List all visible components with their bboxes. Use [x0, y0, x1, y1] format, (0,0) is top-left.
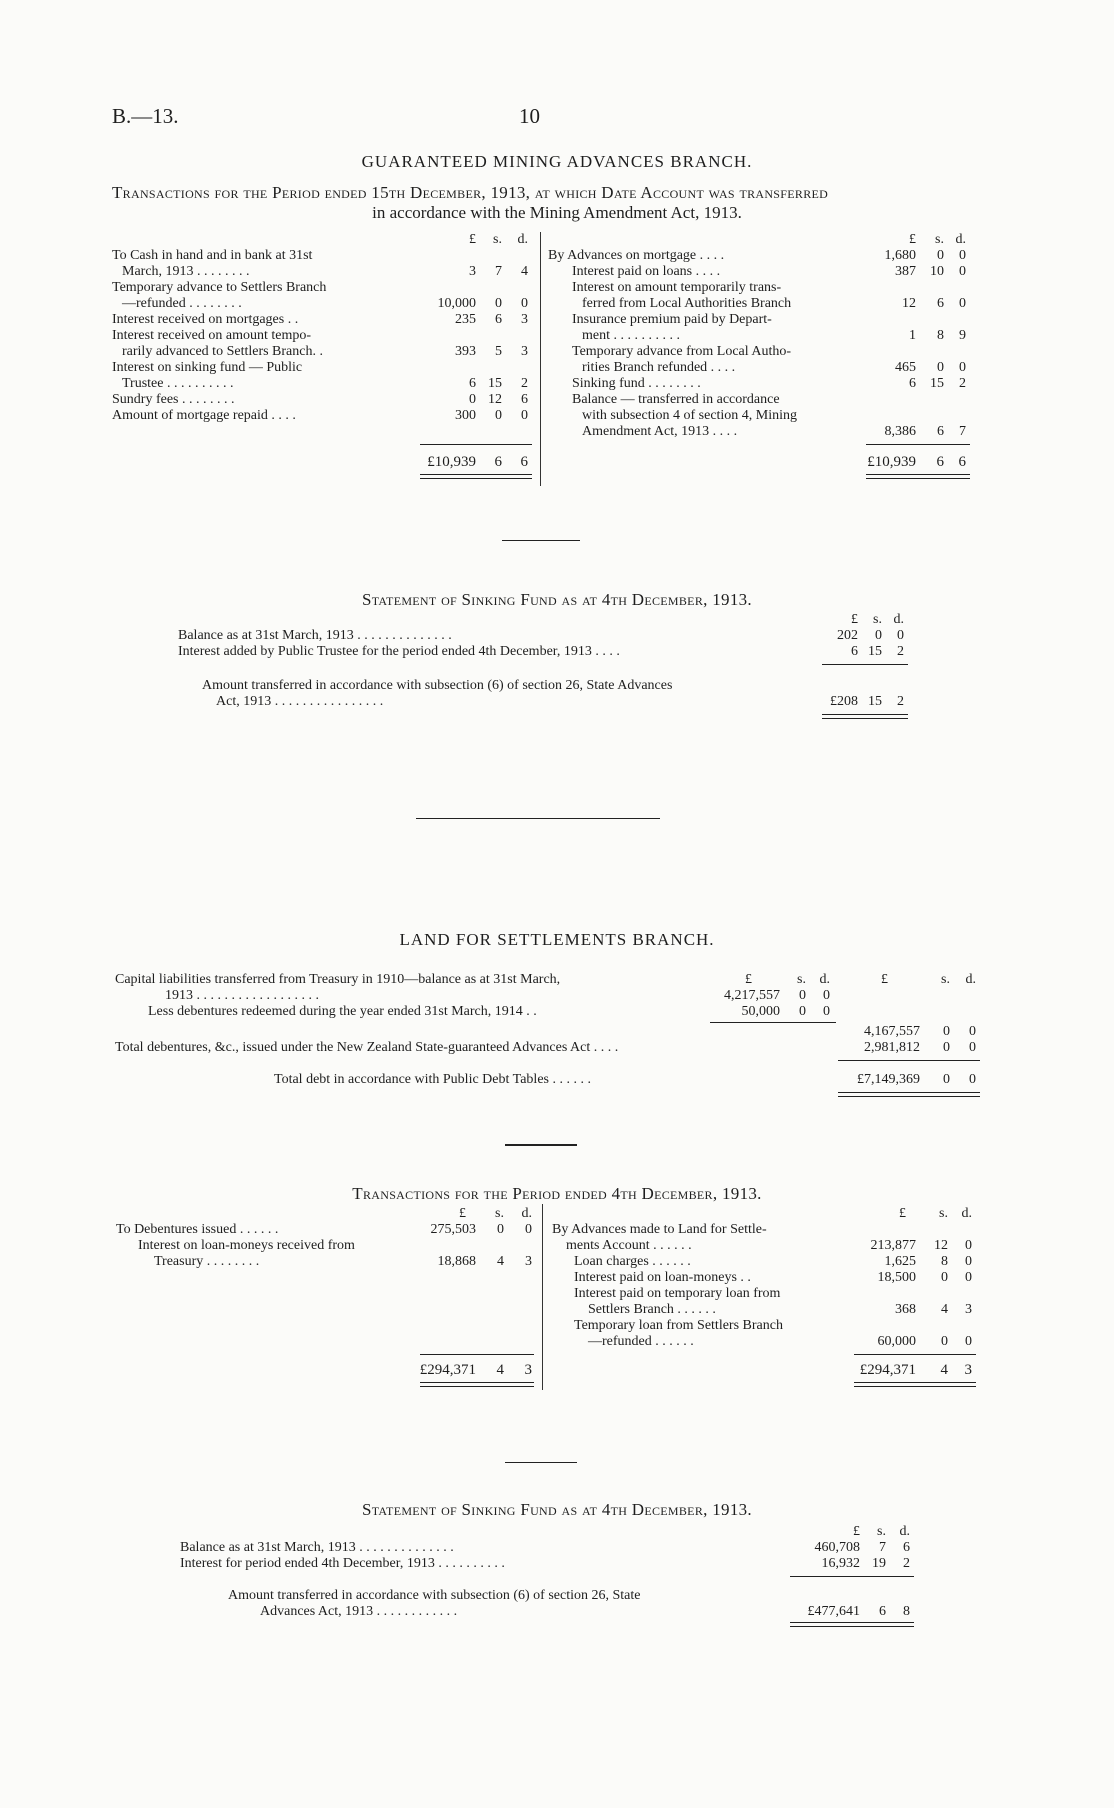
gmab-credit-row: Interest on amount temporarily trans- ferred from Local Authorities Branch	[572, 280, 792, 311]
tr2-credit-total-shillings: 4	[940, 1362, 948, 1378]
gmab-debit-row: Sundry fees . . . . . . . .	[112, 392, 235, 407]
tr2-debit-pound-head: £	[459, 1206, 466, 1221]
gmab-credit-total-double-rule	[866, 474, 970, 479]
sf1-total-double-rule	[822, 714, 908, 719]
sf2-total-label-line2: Advances Act, 1913 . . . . . . . . . . . .	[260, 1604, 458, 1619]
tr2-debit-total-rule	[420, 1354, 534, 1355]
gmab-credit-amount-pounds: 1,680	[884, 248, 916, 263]
sf1-total-rule	[822, 664, 908, 665]
gmab-debit-row: Amount of mortgage repaid . . . .	[112, 408, 296, 423]
lfs-capital-liabilities-shillings: 0	[799, 988, 806, 1003]
gmab-credit-total-rule	[866, 444, 970, 445]
gmab-debit-amount-pence: 3	[521, 344, 528, 359]
lfs-total-debt-pounds: £7,149,369	[857, 1072, 920, 1087]
gmab-debit-pence-head: d.	[517, 232, 528, 247]
gmab-debit-amount-shillings: 12	[488, 392, 502, 407]
sf2-row-shillings: 19	[872, 1556, 886, 1571]
sf2-row-pence: 6	[903, 1540, 910, 1555]
sf1-row-label: Balance as at 31st March, 1913 . . . . . . . . . . . . . .	[178, 628, 452, 643]
sf1-row-shillings: 15	[868, 644, 882, 659]
gmab-debit-amount-pounds: 10,000	[437, 296, 476, 311]
gmab-debit-amount-pence: 2	[521, 376, 528, 391]
lfs-net-shillings: 0	[943, 1024, 950, 1039]
gmab-credit-amount-pounds: 387	[895, 264, 916, 279]
lfs-debentures-redeemed-label: Less debentures redeemed during the year ended 31st March, 1914 . .	[148, 1004, 537, 1019]
gmab-credit-amount-pence: 0	[959, 296, 966, 311]
gmab-debit-row: Interest on sinking fund — Public Trustee . . . . . . . . . .	[112, 360, 303, 391]
lfs-shilling-head: s.	[797, 972, 806, 987]
tr2-credit-total-pounds: £294,371	[859, 1362, 916, 1378]
gmab-debit-amount-shillings: 7	[495, 264, 502, 279]
gmab-credit-pound-head: £	[909, 232, 916, 247]
tr2-credit-amount-pence: 3	[965, 1302, 972, 1317]
gmab-debit-amount-shillings: 0	[495, 296, 502, 311]
lfs-total-debt-shillings: 0	[943, 1072, 950, 1087]
lfs-total-pound-head: £	[881, 972, 888, 987]
tr2-credit-amount-pounds: 368	[895, 1302, 916, 1317]
tr2-credit-amount-pence: 0	[965, 1254, 972, 1269]
sf1-total-shillings: 15	[868, 694, 882, 709]
page-number: 10	[519, 104, 540, 128]
sf1-row-pence: 2	[897, 644, 904, 659]
lfs-title: LAND FOR SETTLEMENTS BRANCH.	[399, 930, 715, 949]
tr2-credit-amount-shillings: 8	[941, 1254, 948, 1269]
tr2-debit-amount-pence: 3	[525, 1254, 532, 1269]
lfs-total-debt-pence: 0	[969, 1072, 976, 1087]
section-separator	[502, 540, 580, 541]
gmab-debit-amount-shillings: 6	[495, 312, 502, 327]
gmab-credit-entries	[548, 248, 858, 440]
tr2-credit-row: Loan charges . . . . . .	[574, 1254, 691, 1269]
gmab-credit-amount-pounds: 1	[909, 328, 916, 343]
gmab-credit-pence-head: d.	[955, 232, 966, 247]
gmab-debit-amount-pounds: 0	[469, 392, 476, 407]
sf1-row-shillings: 0	[875, 628, 882, 643]
document-reference: B.—13.	[112, 104, 179, 128]
tr2-credit-row: Temporary loan from Settlers Branch —refunded . . . . . .	[574, 1318, 783, 1349]
gmab-divider	[540, 232, 541, 486]
sf2-row-shillings: 7	[879, 1540, 886, 1555]
lfs-total-shilling-head: s.	[941, 972, 950, 987]
gmab-credit-amount-pence: 7	[959, 424, 966, 439]
lfs-total-pence-head: d.	[965, 972, 976, 987]
gmab-credit-row: Balance — transferred in accordance with subsection 4 of section 4, Mining Amendment Act, 1913 . . . .	[572, 392, 798, 439]
sf1-row-pence: 0	[897, 628, 904, 643]
sf2-total-label-line1: Amount transferred in accordance with subsection (6) of section 26, State	[228, 1588, 641, 1603]
lfs-capital-liabilities-pounds: 4,217,557	[724, 988, 780, 1003]
gmab-debit-pound-head: £	[469, 232, 476, 247]
gmab-debit-total-pounds: £10,939	[427, 454, 476, 470]
tr2-credit-amount-pounds: 60,000	[877, 1334, 916, 1349]
gmab-debit-amount-shillings: 0	[495, 408, 502, 423]
sf2-row-label: Interest for period ended 4th December, 1913 . . . . . . . . . .	[180, 1556, 505, 1571]
tr2-credit-row: By Advances made to Land for Settle- ments Account . . . . . .	[552, 1222, 767, 1253]
tr2-debit-entries	[116, 1222, 355, 1270]
tr2-debit-amount-shillings: 0	[497, 1222, 504, 1237]
gmab-credit-amount-pounds: 6	[909, 376, 916, 391]
gmab-credit-amount-shillings: 6	[937, 424, 944, 439]
lfs-subtotal-rule	[710, 1022, 836, 1023]
gmab-credit-total-pence: 6	[958, 454, 966, 470]
gmab-credit-amount-pounds: 12	[902, 296, 916, 311]
gmab-debit-row: Temporary advance to Settlers Branch —refunded . . . . . . . .	[112, 280, 327, 311]
gmab-debit-amount-pounds: 393	[455, 344, 476, 359]
gmab-title: GUARANTEED MINING ADVANCES BRANCH.	[361, 152, 753, 171]
tr2-credit-amount-shillings: 12	[934, 1238, 948, 1253]
gmab-debit-amount-pence: 4	[521, 264, 528, 279]
tr2-credit-amount-pounds: 18,500	[877, 1270, 916, 1285]
gmab-debit-amount-pounds: 235	[455, 312, 476, 327]
sf2-total-shillings: 6	[879, 1604, 886, 1619]
sf2-total-pence: 8	[903, 1604, 910, 1619]
sf2-pence-head: d.	[899, 1524, 910, 1539]
tr2-debit-total-pence: 3	[524, 1362, 532, 1378]
gmab-debit-amount-pounds: 3	[469, 264, 476, 279]
sf1-row-pounds: 6	[851, 644, 858, 659]
gmab-debit-amount-pence: 3	[521, 312, 528, 327]
gmab-debit-row: To Cash in hand and in bank at 31st March, 1913 . . . . . . . .	[112, 248, 313, 279]
tr2-credit-amount-pence: 0	[965, 1270, 972, 1285]
tr2-title: Transactions for the Period ended 4th December, 1913.	[352, 1184, 762, 1203]
gmab-credit-amount-pounds: 465	[895, 360, 916, 375]
gmab-subtitle-line2: in accordance with the Mining Amendment Act, 1913.	[372, 203, 742, 222]
sf1-row-label: Interest added by Public Trustee for the period ended 4th December, 1913 . . . .	[178, 644, 620, 659]
lfs-debentures-redeemed-pence: 0	[823, 1004, 830, 1019]
tr2-credit-amount-pence: 0	[965, 1238, 972, 1253]
tr2-credit-amount-pence: 0	[965, 1334, 972, 1349]
gmab-debit-total-double-rule	[420, 474, 532, 479]
sf2-title: Statement of Sinking Fund as at 4th December, 1913.	[362, 1500, 752, 1519]
gmab-credit-row: Insurance premium paid by Depart- ment . . . . . . . . . .	[572, 312, 772, 343]
sf2-row-label: Balance as at 31st March, 1913 . . . . . . . . . . . . . .	[180, 1540, 454, 1555]
sf1-total-pence: 2	[897, 694, 904, 709]
tr2-credit-row: Interest paid on loan-moneys . .	[574, 1270, 751, 1285]
gmab-debit-row: Interest received on amount tempo- rarily advanced to Settlers Branch. .	[112, 328, 323, 359]
gmab-credit-amount-pence: 2	[959, 376, 966, 391]
tr2-debit-pence-head: d.	[521, 1206, 532, 1221]
gmab-credit-row: Sinking fund . . . . . . . .	[572, 376, 701, 391]
gmab-credit-total-pounds: £10,939	[867, 454, 916, 470]
gmab-debit-shilling-head: s.	[493, 232, 502, 247]
gmab-credit-amount-pence: 0	[959, 264, 966, 279]
tr2-divider	[542, 1204, 543, 1390]
gmab-credit-amount-shillings: 0	[937, 360, 944, 375]
gmab-credit-row: Interest paid on loans . . . .	[572, 264, 721, 279]
sf2-total-pounds: £477,641	[807, 1604, 860, 1619]
sf1-total-label-line1: Amount transferred in accordance with subsection (6) of section 26, State Advances	[202, 678, 673, 693]
gmab-credit-total-shillings: 6	[936, 454, 944, 470]
sf1-row-pounds: 202	[837, 628, 858, 643]
gmab-credit-amount-pence: 9	[959, 328, 966, 343]
tr2-debit-amount-pence: 0	[525, 1222, 532, 1237]
tr2-credit-amount-pounds: 213,877	[870, 1238, 916, 1253]
sf2-row-pounds: 460,708	[814, 1540, 860, 1555]
tr2-credit-total-pence: 3	[964, 1362, 972, 1378]
sf2-pound-head: £	[853, 1524, 860, 1539]
tr2-credit-row: Interest paid on temporary loan from Settlers Branch . . . . . .	[574, 1286, 781, 1317]
gmab-debit-amount-pence: 6	[521, 392, 528, 407]
sf1-pence-head: d.	[893, 612, 904, 627]
lfs-total-debt-label: Total debt in accordance with Public Debt Tables . . . . . .	[274, 1072, 591, 1087]
gmab-credit-shilling-head: s.	[935, 232, 944, 247]
tr2-debit-row: Interest on loan-moneys received from Treasury . . . . . . . .	[138, 1238, 355, 1269]
lfs-capital-liabilities-line1: Capital liabilities transferred from Treasury in 1910—balance as at 31st March,	[115, 972, 561, 987]
gmab-credit-row: By Advances on mortgage . . . .	[548, 248, 725, 263]
sf1-shilling-head: s.	[873, 612, 882, 627]
section-separator	[505, 1144, 577, 1146]
lfs-capital-liabilities-pence: 0	[823, 988, 830, 1003]
gmab-credit-amount-shillings: 8	[937, 328, 944, 343]
gmab-debit-total-rule	[420, 444, 532, 445]
sf2-row-pence: 2	[903, 1556, 910, 1571]
lfs-pound-head: £	[745, 972, 752, 987]
tr2-credit-amount-shillings: 4	[941, 1302, 948, 1317]
lfs-total-double-rule	[838, 1092, 980, 1097]
tr2-credit-pound-head: £	[899, 1206, 906, 1221]
gmab-debit-amount-pounds: 300	[455, 408, 476, 423]
tr2-debit-row: To Debentures issued . . . . . .	[116, 1222, 279, 1237]
gmab-credit-amount-shillings: 0	[937, 248, 944, 263]
lfs-debentures-redeemed-shillings: 0	[799, 1004, 806, 1019]
tr2-credit-total-rule	[854, 1354, 976, 1355]
sf1-total-pounds: £208	[830, 694, 858, 709]
section-separator	[505, 1462, 577, 1463]
tr2-debit-amount-pounds: 275,503	[430, 1222, 476, 1237]
gmab-credit-row: Temporary advance from Local Autho- rities Branch refunded . . . .	[572, 344, 792, 375]
gmab-credit-amount-pence: 0	[959, 360, 966, 375]
lfs-net-pounds: 4,167,557	[864, 1024, 920, 1039]
gmab-debit-row: Interest received on mortgages . .	[112, 312, 299, 327]
sf1-title: Statement of Sinking Fund as at 4th December, 1913.	[362, 590, 752, 609]
lfs-total-debentures-pence: 0	[969, 1040, 976, 1055]
gmab-debit-amount-shillings: 15	[488, 376, 502, 391]
tr2-debit-total-pounds: £294,371	[419, 1362, 476, 1378]
gmab-debit-amount-pounds: 6	[469, 376, 476, 391]
lfs-total-rule	[838, 1060, 980, 1061]
gmab-debit-total-shillings: 6	[494, 454, 502, 470]
lfs-total-debentures-shillings: 0	[943, 1040, 950, 1055]
lfs-net-pence: 0	[969, 1024, 976, 1039]
tr2-debit-amount-pounds: 18,868	[437, 1254, 476, 1269]
gmab-credit-amount-pence: 0	[959, 248, 966, 263]
sf2-shilling-head: s.	[877, 1524, 886, 1539]
lfs-total-debentures-label: Total debentures, &c., issued under the New Zealand State-guaranteed Advances Act . . . .	[115, 1040, 619, 1055]
sf2-row-pounds: 16,932	[821, 1556, 860, 1571]
sf1-pound-head: £	[851, 612, 858, 627]
gmab-debit-amount-pence: 0	[521, 408, 528, 423]
tr2-debit-amount-shillings: 4	[497, 1254, 504, 1269]
gmab-credit-amount-pounds: 8,386	[884, 424, 916, 439]
lfs-capital-liabilities-line2: 1913 . . . . . . . . . . . . . . . . . .	[165, 988, 319, 1003]
gmab-debit-entries	[112, 248, 422, 424]
tr2-credit-shilling-head: s.	[939, 1206, 948, 1221]
tr2-credit-amount-shillings: 0	[941, 1334, 948, 1349]
tr2-credit-entries	[552, 1222, 783, 1350]
gmab-debit-amount-pence: 0	[521, 296, 528, 311]
gmab-subtitle-line1: Transactions for the Period ended 15th December, 1913, at which Date Account was transferred	[112, 183, 829, 202]
gmab-credit-amount-shillings: 10	[930, 264, 944, 279]
tr2-credit-amount-shillings: 0	[941, 1270, 948, 1285]
lfs-debentures-redeemed-pounds: 50,000	[741, 1004, 780, 1019]
lfs-total-debentures-pounds: 2,981,812	[864, 1040, 920, 1055]
lfs-pence-head: d.	[819, 972, 830, 987]
gmab-credit-amount-shillings: 6	[937, 296, 944, 311]
gmab-debit-amount-shillings: 5	[495, 344, 502, 359]
sf2-total-double-rule	[790, 1622, 914, 1627]
section-separator	[416, 818, 660, 819]
sf1-total-label-line2: Act, 1913 . . . . . . . . . . . . . . . .	[216, 694, 384, 709]
tr2-credit-pence-head: d.	[961, 1206, 972, 1221]
tr2-debit-total-double-rule	[420, 1382, 534, 1387]
tr2-credit-amount-pounds: 1,625	[884, 1254, 916, 1269]
tr2-debit-shilling-head: s.	[495, 1206, 504, 1221]
gmab-credit-amount-shillings: 15	[930, 376, 944, 391]
sf2-total-rule	[790, 1576, 914, 1577]
tr2-debit-total-shillings: 4	[496, 1362, 504, 1378]
tr2-credit-total-double-rule	[854, 1382, 976, 1387]
gmab-debit-total-pence: 6	[520, 454, 528, 470]
